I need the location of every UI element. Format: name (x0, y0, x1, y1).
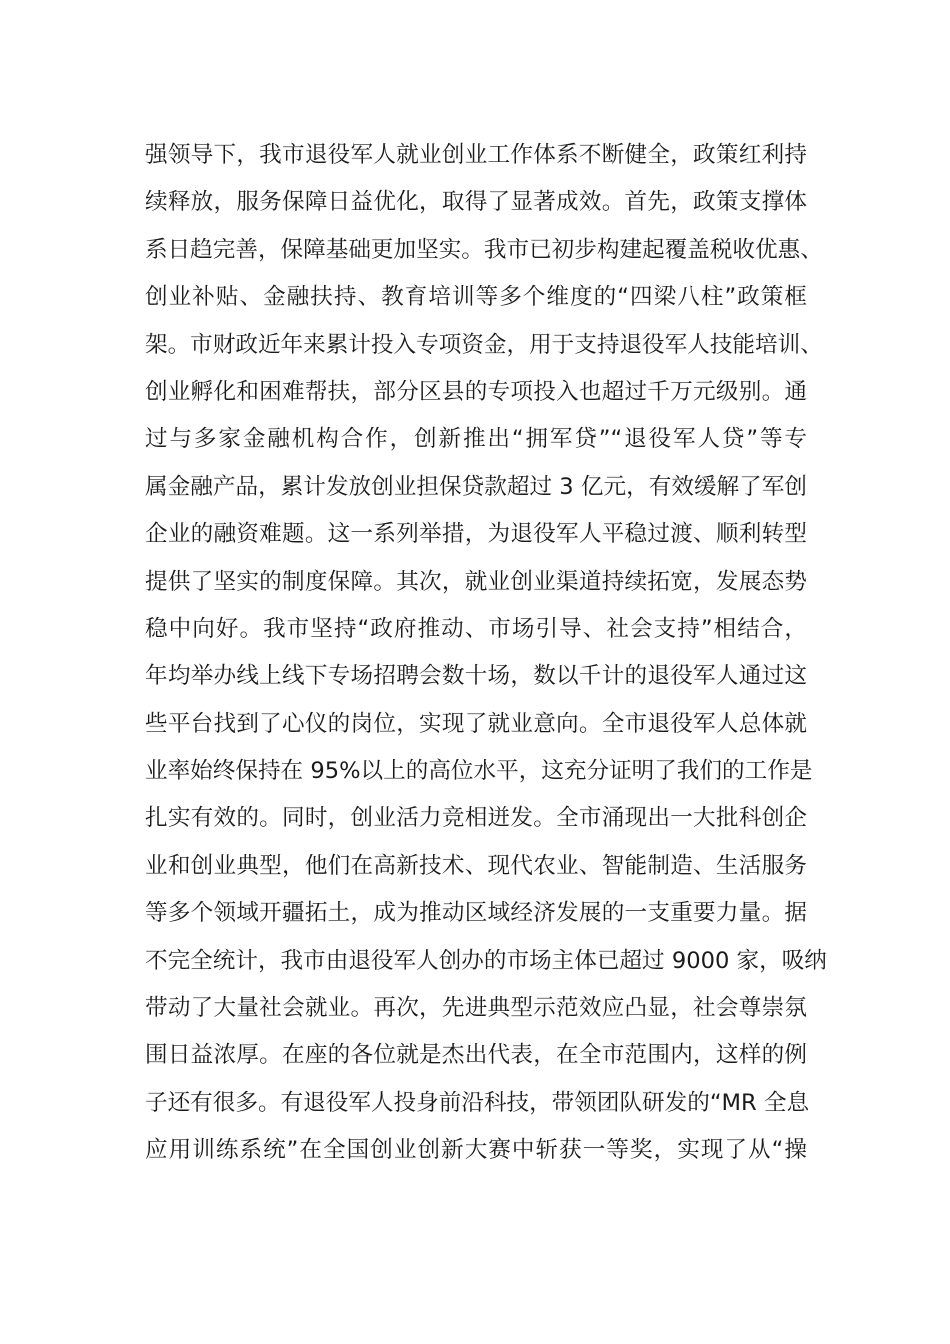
text-line: 系日趋完善，保障基础更加坚实。我市已初步构建起覆盖税收优惠、 (145, 236, 823, 263)
text-line: 创业孵化和困难帮扶，部分区县的专项投入也超过千万元级别。通 (145, 378, 807, 405)
text-line: 架。市财政近年来累计投入专项资金，用于支持退役军人技能培训、 (145, 331, 823, 358)
text-line: 企业的融资难题。这一系列举措，为退役军人平稳过渡、顺利转型 (145, 521, 807, 548)
text-line: 过与多家金融机构合作，创新推出“拥军贷”“退役军人贷”等专 (145, 426, 807, 453)
text-line: 业和创业典型，他们在高新技术、现代农业、智能制造、生活服务 (145, 852, 807, 879)
text-line: 强领导下，我市退役军人就业创业工作体系不断健全，政策红利持 (145, 142, 807, 168)
text-line: 续释放，服务保障日益优化，取得了显著成效。首先，政策支撑体 (145, 189, 807, 216)
text-line: 扎实有效的。同时，创业活力竞相迸发。全市涌现出一大批科创企 (145, 805, 807, 832)
text-line: 年均举办线上线下专场招聘会数十场，数以千计的退役军人通过这 (145, 663, 807, 690)
text-line: 提供了坚实的制度保障。其次，就业创业渠道持续拓宽，发展态势 (145, 568, 807, 595)
text-line: 应用训练系统”在全国创业创新大赛中斩获一等奖，实现了从“操 (145, 1137, 807, 1164)
text-line: 子还有很多。有退役军人投身前沿科技，带领团队研发的“MR 全息 (145, 1089, 810, 1116)
text-line: 创业补贴、金融扶持、教育培训等多个维度的“四梁八柱”政策框 (145, 284, 807, 311)
text-line: 些平台找到了心仪的岗位，实现了就业意向。全市退役军人总体就 (145, 710, 807, 737)
text-line: 带动了大量社会就业。再次，先进典型示范效应凸显，社会尊崇氛 (145, 995, 807, 1022)
body-paragraph (145, 137, 827, 1180)
text-line: 业率始终保持在 95%以上的高位水平，这充分证明了我们的工作是 (145, 758, 813, 785)
text-line: 围日益浓厚。在座的各位就是杰出代表，在全市范围内，这样的例 (145, 1042, 807, 1069)
text-line: 不完全统计，我市由退役军人创办的市场主体已超过 9000 家，吸纳 (145, 947, 827, 974)
text-line: 属金融产品，累计发放创业担保贷款超过 3 亿元，有效缓解了军创 (145, 473, 807, 500)
text-line: 等多个领域开疆拓土，成为推动区域经济发展的一支重要力量。据 (145, 900, 807, 927)
text-line: 稳中向好。我市坚持“政府推动、市场引导、社会支持”相结合， (145, 615, 807, 642)
